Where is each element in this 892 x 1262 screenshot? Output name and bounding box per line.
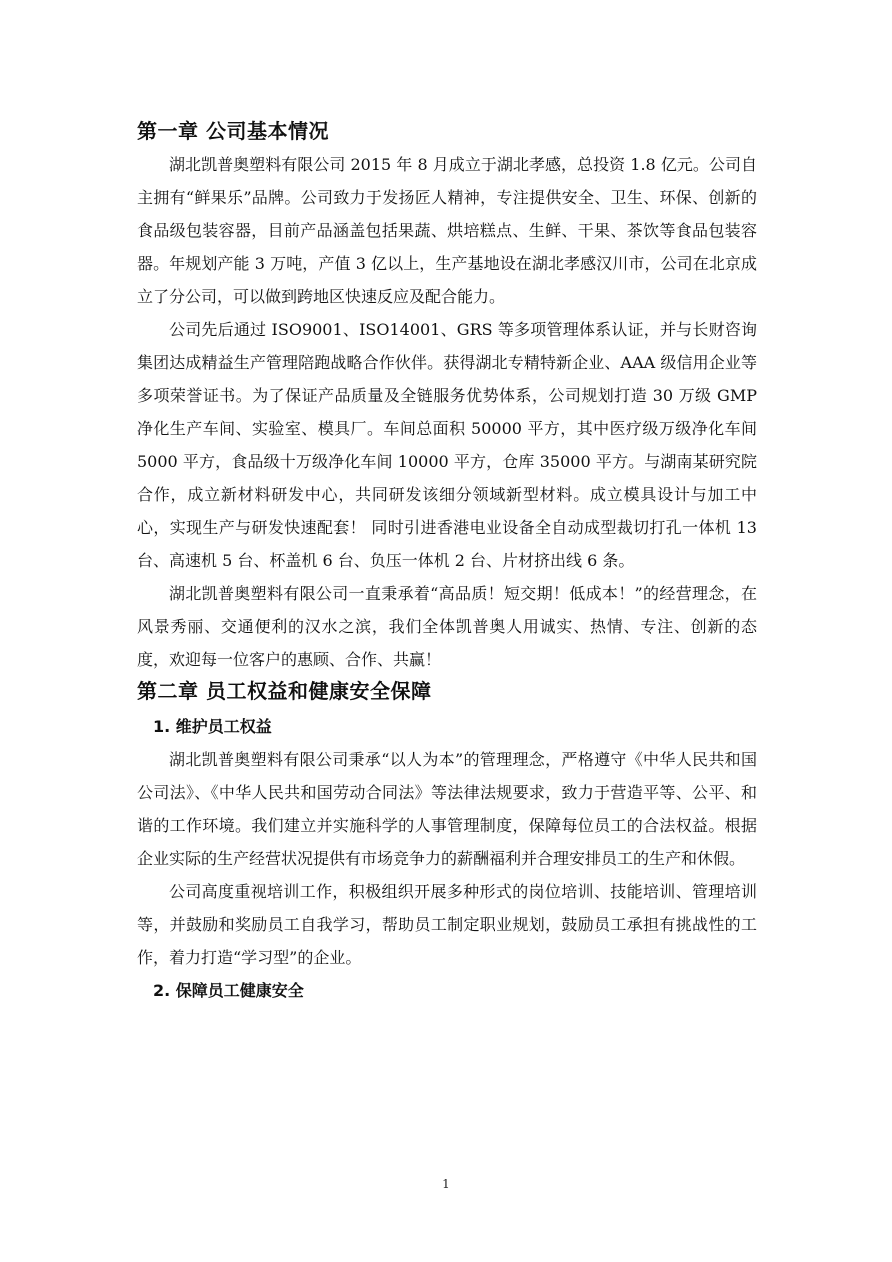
document-body (137, 116, 757, 1007)
chapter-1-title: 第一章 公司基本情况 (137, 119, 329, 143)
chapter-1-paragraph-3: 湖北凯普奥塑料有限公司一直秉承着“高品质！短交期！低成本！”的经营理念，在风景秀丽、交通便利的汉水之滨，我们全体凯普奥人用诚实、热情、专注、创新的态度，欢迎每一位客户的惠顾、合作、共赢！ (137, 584, 757, 669)
chapter-1-paragraph-1: 湖北凯普奥塑料有限公司 2015 年 8 月成立于湖北孝感，总投资 1.8 亿元。公司自主拥有“鲜果乐”品牌。公司致力于发扬匠人精神，专注提供安全、卫生、环保、创新的食品级包装容器，目前产品涵盖包括果蔬、烘培糕点、生鲜、干果、茶饮等食品包装容器。年规划产能 3 万吨，产值 3 亿以上，生产基地设在湖北孝感汉川市，公司在北京成立了分公司，可以做到跨地区快速反应及配合能力。 (137, 155, 757, 306)
section-2-title: 2. 保障员工健康安全 (153, 981, 304, 1000)
section-1-paragraph-2: 公司高度重视培训工作，积极组织开展多种形式的岗位培训、技能培训、管理培训等，并鼓励和奖励员工自我学习，帮助员工制定职业规划，鼓励员工承担有挑战性的工作，着力打造“学习型”的企业。 (137, 882, 757, 967)
page-number: 1 (442, 1177, 450, 1191)
chapter-1-paragraph-2: 公司先后通过 ISO9001、ISO14001、GRS 等多项管理体系认证，并与长财咨询集团达成精益生产管理陪跑战略合作伙伴。获得湖北专精特新企业、AAA 级信用企业等多项荣誉证书。为了保证产品质量及全链服务优势体系，公司规划打造 30 万级 GMP 净化生产车间、实验室、模具厂。车间总面积 50000 平方，其中医疗级万级净化车间 5000 平方，食品级十万级净化车间 10000 平方，仓库 35000 平方。与湖南某研究院合作，成立新材料研发中心，共同研发该细分领域新型材料。成立模具设计与加工中心，实现生产与研发快速配套！ 同时引进香港电业设备全自动成型裁切打孔一体机 13 台、高速机 5 台、杯盖机 6 台、负压一体机 2 台、片材挤出线 6 条。 (137, 320, 757, 570)
chapter-2-title: 第二章 员工权益和健康安全保障 (137, 679, 432, 703)
section-1-title: 1. 维护员工权益 (153, 717, 272, 736)
section-1-paragraph-1: 湖北凯普奥塑料有限公司秉承“以人为本”的管理理念，严格遵守《中华人民共和国公司法》、《中华人民共和国劳动合同法》等法律法规要求，致力于营造平等、公平、和谐的工作环境。我们建立并实施科学的人事管理制度，保障每位员工的合法权益。根据企业实际的生产经营状况提供有市场竞争力的薪酬福利并合理安排员工的生产和休假。 (137, 750, 757, 868)
